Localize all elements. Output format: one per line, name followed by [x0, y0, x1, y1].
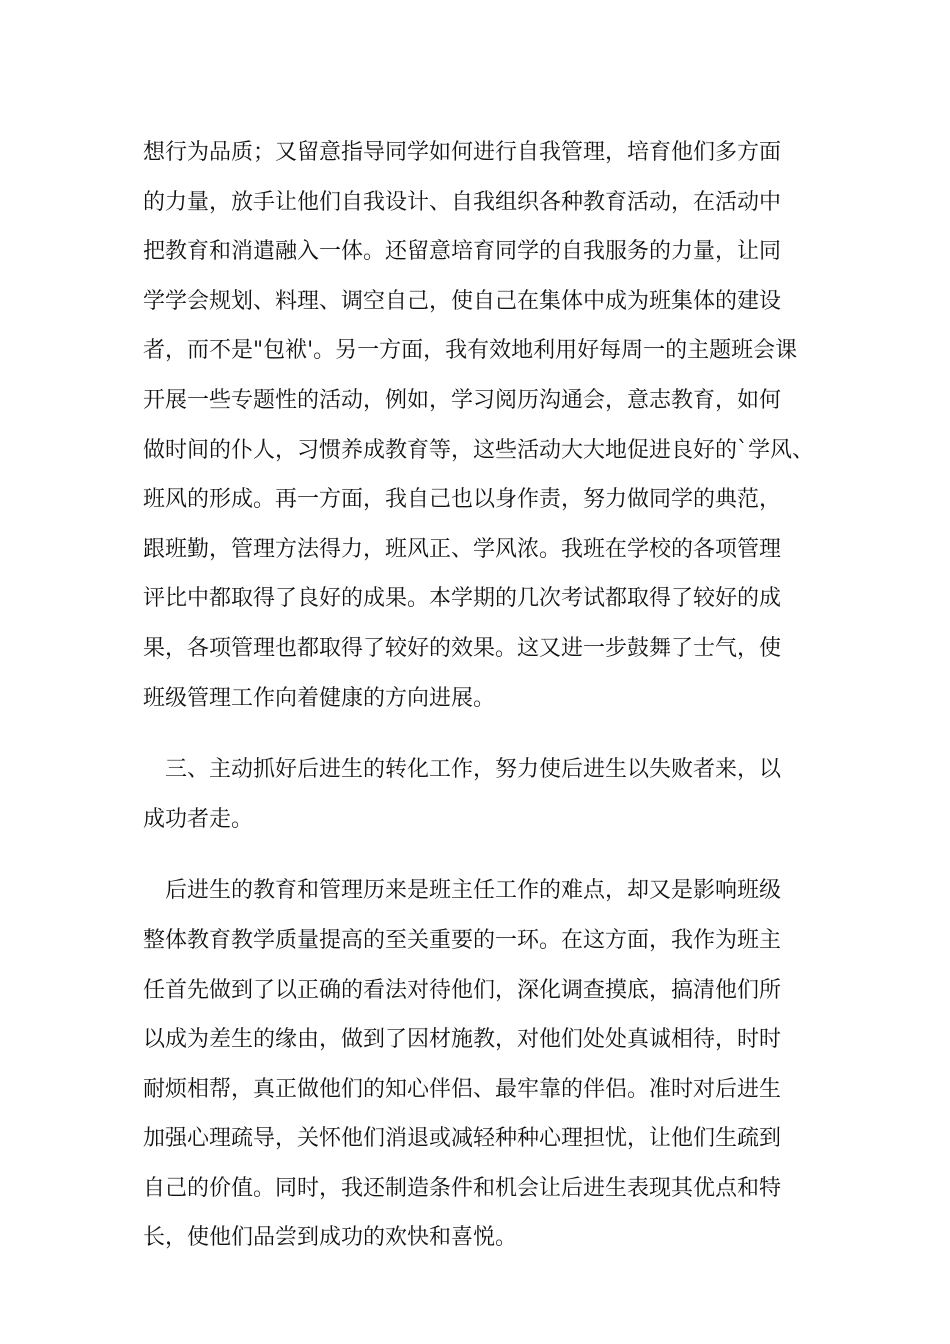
- text-line: 以成为差生的缘由，做到了因材施教，对他们处处真诚相待，时时: [143, 1027, 782, 1053]
- text-line: 加强心理疏导，关怀他们消退或减轻种种心理担忧，让他们生疏到: [143, 1126, 782, 1152]
- paragraph: [143, 745, 823, 844]
- paragraph: [143, 128, 823, 723]
- text-line: 做时间的仆人，习惯养成教育等，这些活动大大地促进良好的`学风、: [143, 437, 815, 463]
- text-line: 班风的形成。再一方面，我自己也以身作责，努力做同学的典范，: [143, 487, 782, 513]
- text-line: 果，各项管理也都取得了较好的效果。这又进一步鼓舞了士气，使: [143, 635, 782, 661]
- text-line: 评比中都取得了良好的成果。本学期的几次考试都取得了较好的成: [143, 586, 782, 612]
- text-line: 的力量，放手让他们自我设计、自我组织各种教育活动，在活动中: [143, 189, 782, 215]
- text-line: 整体教育教学质量提高的至关重要的一环。在这方面，我作为班主: [143, 927, 782, 953]
- text-line: 想行为品质；又留意指导同学如何进行自我管理，培育他们多方面: [143, 140, 782, 165]
- document-body: [143, 128, 823, 1263]
- text-line: 跟班勤，管理方法得力，班风正、学风浓。我班在学校的各项管理: [143, 536, 782, 562]
- text-line: 耐烦相帮，真正做他们的知心伴侣、最牢靠的伴侣。准时对后进生: [143, 1076, 782, 1102]
- text-line: 者，而不是"包袱'。另一方面，我有效地利用好每周一的主题班会课: [143, 338, 798, 364]
- text-line: 成功者走。: [143, 806, 254, 832]
- text-line: 任首先做到了以正确的看法对待他们，深化调查摸底，搞清他们所: [143, 977, 782, 1003]
- text-line: 长，使他们品尝到成功的欢快和喜悦。: [143, 1225, 518, 1251]
- text-line: 自己的价值。同时，我还制造条件和机会让后进生表现其优点和特: [143, 1175, 782, 1201]
- text-line: 后进生的教育和管理历来是班主任工作的难点，却又是影响班级: [143, 878, 782, 904]
- paragraph-gap: [143, 723, 823, 745]
- text-line: 三、主动抓好后进生的转化工作，努力使后进生以失败者来，以: [143, 757, 782, 783]
- text-line: 开展一些专题性的活动，例如，学习阅历沟通会，意志教育，如何: [143, 387, 782, 413]
- paragraph-gap: [143, 844, 823, 866]
- paragraph: [143, 866, 823, 1263]
- text-line: 班级管理工作向着健康的方向进展。: [143, 685, 496, 711]
- text-line: 把教育和消遣融入一体。还留意培育同学的自我服务的力量，让同: [143, 239, 782, 265]
- text-line: 学学会规划、料理、调空自己，使自己在集体中成为班集体的建设: [143, 288, 782, 314]
